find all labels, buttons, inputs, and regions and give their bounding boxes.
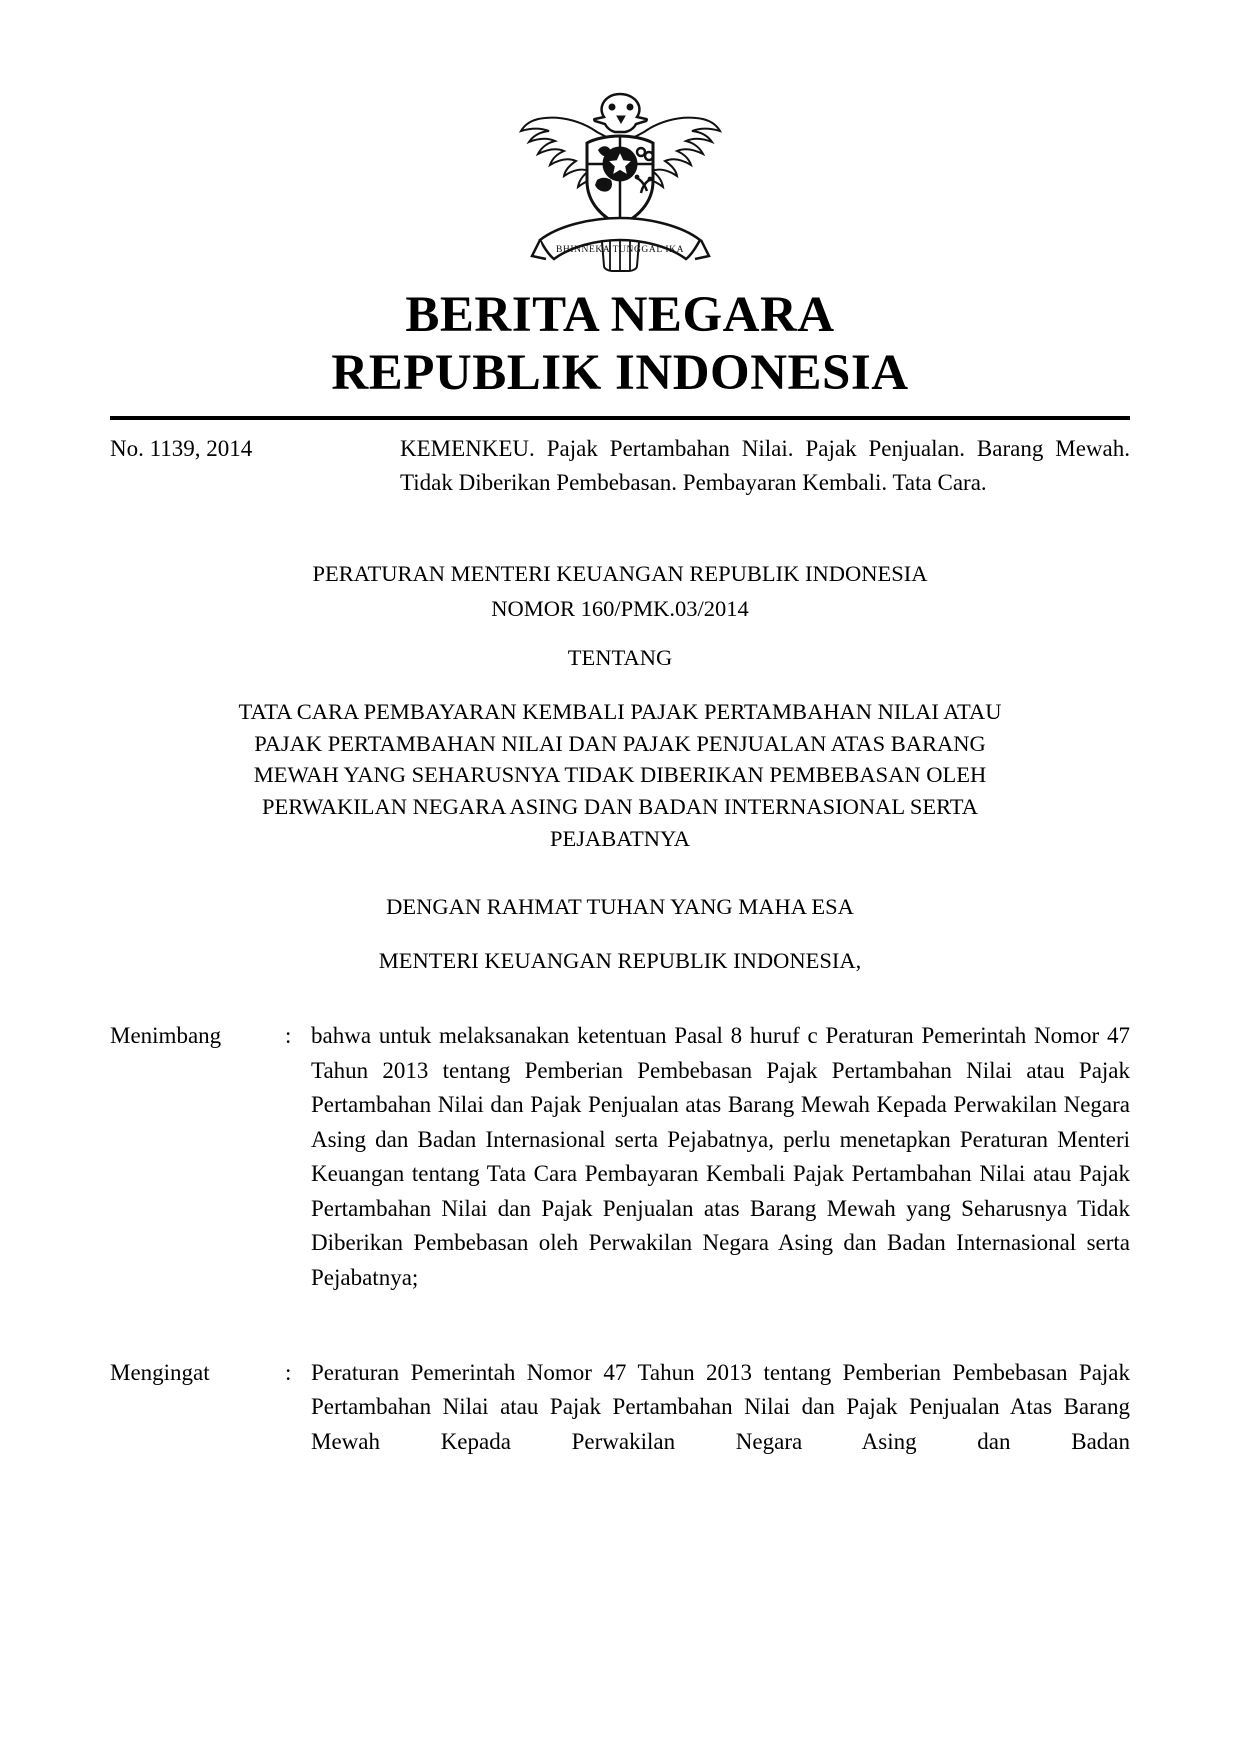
regulation-title bbox=[110, 696, 1130, 856]
clause-colon: : bbox=[285, 1359, 292, 1385]
regulation-authority: PERATURAN MENTERI KEUANGAN REPUBLIK INDONESIA bbox=[312, 560, 928, 586]
masthead bbox=[110, 286, 1130, 402]
blessing-text: DENGAN RAHMAT TUHAN YANG MAHA ESA bbox=[386, 894, 854, 920]
regulation-about-label: TENTANG bbox=[567, 644, 673, 670]
masthead-line-1: BERITA NEGARA bbox=[405, 287, 835, 343]
emblem-container bbox=[110, 80, 1130, 280]
clause-label: Menimbang bbox=[110, 1023, 222, 1049]
clause-mengingat bbox=[110, 1356, 1130, 1494]
header-divider bbox=[110, 416, 1130, 420]
regulation-title-line: PERWAKILAN NEGARA ASING DAN BADAN INTERNASIONAL SERTA bbox=[261, 794, 978, 820]
garuda-pancasila-emblem bbox=[513, 80, 728, 280]
regulation-number: NOMOR 160/PMK.03/2014 bbox=[491, 595, 749, 621]
masthead-line-2: REPUBLIK INDONESIA bbox=[331, 345, 909, 402]
regulation-title-line: PEJABATNYA bbox=[549, 826, 691, 852]
regulation-title-line: TATA CARA PEMBAYARAN KEMBALI PAJAK PERTAMBAHAN NILAI ATAU bbox=[238, 698, 1002, 724]
regulation-title-line: PAJAK PERTAMBAHAN NILAI DAN PAJAK PENJUALAN ATAS BARANG bbox=[254, 730, 986, 756]
clause-text: bahwa untuk melaksanakan ketentuan Pasal 8 huruf c Peraturan Pemerintah Nomor 47 Tahun 2013 tentang Pemberian Pembebasan Pajak Pertambahan Nilai atau Pajak Pertambahan Nilai dan Pajak Penjualan atas Barang Mewah Kepada Perwakilan Negara Asing dan Badan Internasional serta Pejabatnya, perlu menetapkan Peraturan Menteri Keuangan tentang Tata Cara Pembayaran Kembali Pajak Pertambahan Nilai atau Pajak Pertambahan Nilai dan Pajak Penjualan atas Barang Mewah yang Seharusnya Tidak Diberikan Pembebasan oleh Perwakilan Negara Asing dan Badan Internasional serta Pejabatnya; bbox=[311, 1023, 1130, 1290]
issuer-text: MENTERI KEUANGAN REPUBLIK INDONESIA, bbox=[378, 948, 862, 974]
svg-text:BHINNEKA TUNGGAL IKA: BHINNEKA TUNGGAL IKA bbox=[555, 245, 684, 255]
gazette-subject: KEMENKEU. Pajak Pertambahan Nilai. Pajak Penjualan. Barang Mewah. Tidak Diberikan Pembebasan. Pembayaran Kembali. Tata Cara. bbox=[400, 436, 1130, 495]
gazette-meta bbox=[110, 432, 1130, 499]
blessing-block bbox=[110, 889, 1130, 979]
clause-menimbang bbox=[110, 1019, 1130, 1330]
regulation-title-line: MEWAH YANG SEHARUSNYA TIDAK DIBERIKAN PEMBEBASAN OLEH bbox=[253, 762, 987, 788]
clause-label: Mengingat bbox=[110, 1359, 210, 1385]
gazette-number: No. 1139, 2014 bbox=[110, 436, 253, 462]
clause-colon: : bbox=[285, 1023, 292, 1049]
clause-text: Peraturan Pemerintah Nomor 47 Tahun 2013 tentang Pemberian Pembebasan Pajak Pertambahan Nilai atau Pajak Pertambahan Nilai dan Pajak Penjualan Atas Barang Mewah Kepada Perwakilan Negara Asing dan Badan bbox=[311, 1359, 1130, 1454]
regulation-header bbox=[110, 557, 1130, 676]
